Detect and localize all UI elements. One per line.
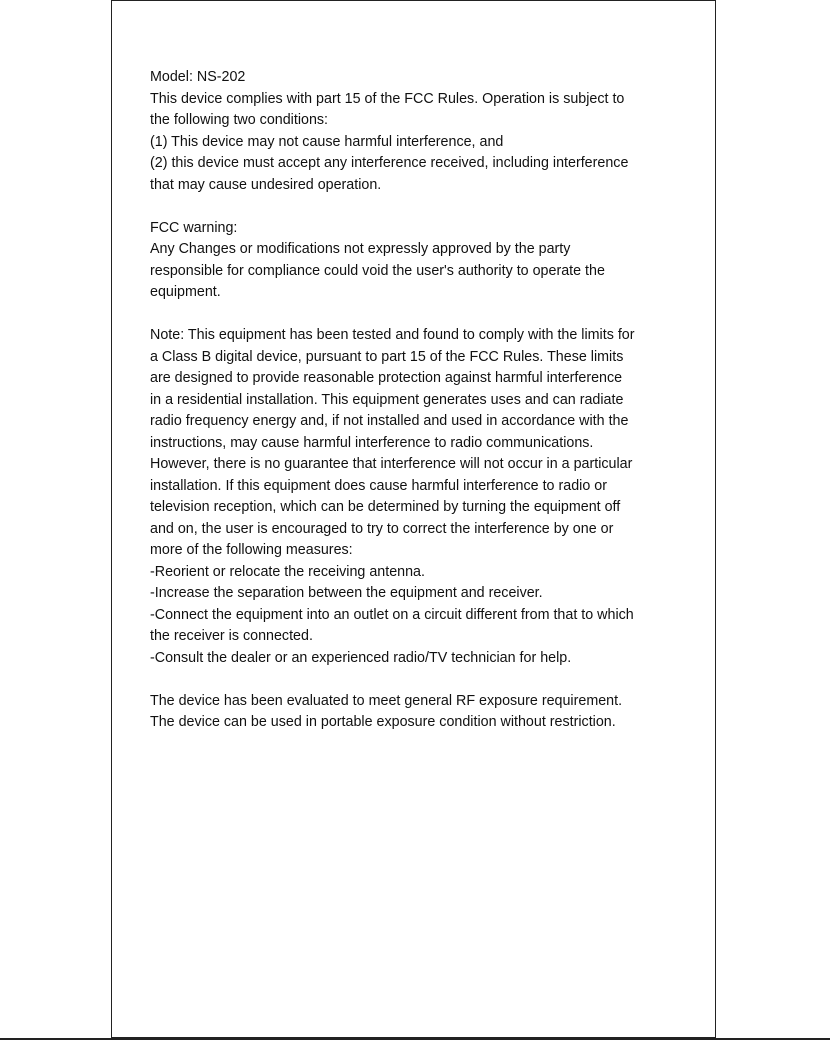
compliance-line: that may cause undesired operation. <box>150 176 382 193</box>
measure-item: -Increase the separation between the equipment and receiver. <box>150 585 543 601</box>
rf-exposure-paragraph <box>150 691 680 734</box>
measures-list <box>150 562 680 670</box>
note-line: instructions, may cause harmful interference to radio communications. <box>150 434 594 451</box>
note-line: television reception, which can be determined by turning the equipment off <box>150 499 621 515</box>
bottom-rule <box>0 1038 830 1040</box>
measure-item: -Consult the dealer or an experienced radio/TV technician for help. <box>150 649 572 666</box>
paragraph-gap <box>150 196 680 218</box>
note-line: However, there is no guarantee that interference will not occur in a particular <box>150 456 633 472</box>
note-line: more of the following measures: <box>150 542 353 558</box>
compliance-line: (1) This device may not cause harmful interference, and <box>150 133 504 150</box>
model-label: Model: NS-202 <box>150 69 246 85</box>
paragraph-gap <box>150 304 680 326</box>
note-line: are designed to provide reasonable protection against harmful interference <box>150 370 623 386</box>
note-line: installation. If this equipment does cause harmful interference to radio or <box>150 477 607 494</box>
compliance-line: This device complies with part 15 of the FCC Rules. Operation is subject to <box>150 90 625 107</box>
note-line: a Class B digital device, pursuant to part 15 of the FCC Rules. These limits <box>150 348 624 365</box>
rf-exposure-line: The device can be used in portable exposure condition without restriction. <box>150 714 616 730</box>
warning-line: equipment. <box>150 284 221 300</box>
note-paragraph <box>150 325 680 562</box>
note-line: radio frequency energy and, if not installed and used in accordance with the <box>150 413 629 429</box>
note-line: in a residential installation. This equipment generates uses and can radiate <box>150 391 624 408</box>
measure-item: -Reorient or relocate the receiving antenna. <box>150 563 425 580</box>
paragraph-gap <box>150 669 680 691</box>
note-line: and on, the user is encouraged to try to correct the interference by one or <box>150 520 614 537</box>
warning-line: Any Changes or modifications not expressly approved by the party <box>150 241 571 257</box>
rf-exposure-line: The device has been evaluated to meet general RF exposure requirement. <box>150 692 623 709</box>
measure-item: -Connect the equipment into an outlet on a circuit different from that to which <box>150 606 634 623</box>
note-line: Note: This equipment has been tested and found to comply with the limits for <box>150 327 635 343</box>
warning-line: responsible for compliance could void the user's authority to operate the <box>150 262 605 279</box>
compliance-line: (2) this device must accept any interference received, including interference <box>150 155 629 171</box>
fcc-warning-section <box>150 218 680 304</box>
warning-title: FCC warning: <box>150 219 238 236</box>
compliance-line: the following two conditions: <box>150 112 329 128</box>
measure-item: the receiver is connected. <box>150 628 313 644</box>
document-body <box>150 67 680 734</box>
compliance-paragraph <box>150 89 680 197</box>
